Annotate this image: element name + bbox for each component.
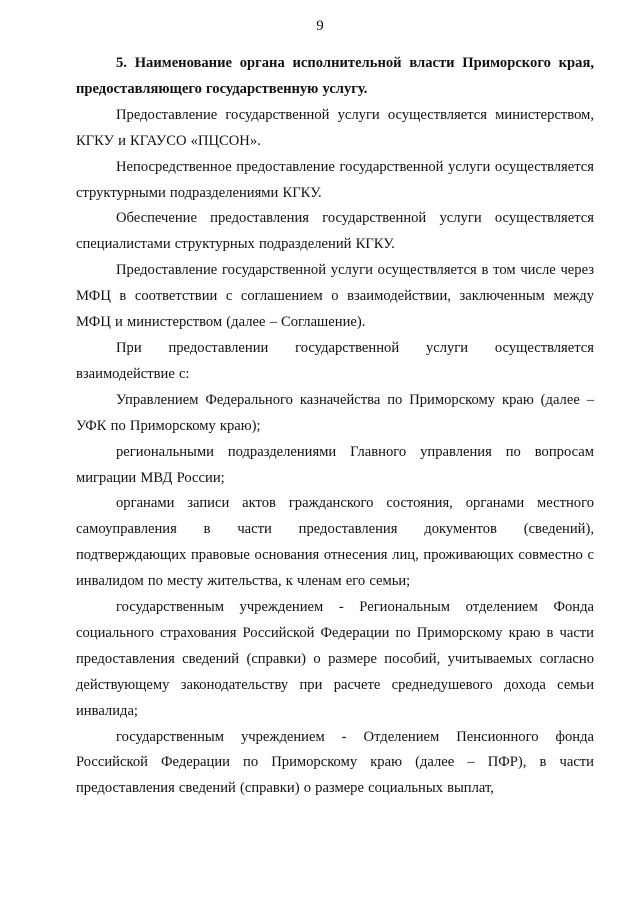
page-number: 9	[316, 18, 324, 34]
section-heading: 5. Наименование органа исполнительной власти Приморского края, предоставляющего государственную услугу.	[76, 55, 594, 97]
document-body	[76, 51, 594, 802]
paragraph-direct-provision: Непосредственное предоставление государственной услуги осуществляется структурными подразделениями КГКУ.	[76, 158, 594, 201]
paragraph-mfc: Предоставление государственной услуги осуществляется в том числе через МФЦ в соответствии с соглашением о взаимодействии, заключенным между МФЦ и министерством (далее – Соглашение).	[76, 262, 594, 331]
paragraph-ufk: Управлением Федерального казначейства по Приморскому краю (далее – УФК по Приморскому краю);	[76, 391, 594, 434]
paragraph-pension-fund: государственным учреждением - Отделением Пенсионного фонда Российской Федерации по Приморскому краю (далее – ПФР), в части предоставления сведений (справки) о размере социальных выплат,	[76, 728, 594, 797]
paragraph-migration: региональными подразделениями Главного управления по вопросам миграции МВД России;	[76, 443, 594, 486]
paragraph-provision-support: Обеспечение предоставления государственной услуги осуществляется специалистами структурных подразделений КГКУ.	[76, 210, 594, 253]
paragraph-interaction-intro: При предоставлении государственной услуги осуществляется взаимодействие с:	[76, 339, 594, 382]
paragraph-social-insurance: государственным учреждением - Региональным отделением Фонда социального страхования Российской Федерации по Приморскому краю в части предоставления сведений (справки) о размере пособий, учитываемых согласно действующему законодательству при расчете среднедушевого дохода семьи инвалида;	[76, 599, 594, 719]
paragraph-providers: Предоставление государственной услуги осуществляется министерством, КГКУ и КГАУСО «ПЦСОН».	[76, 106, 594, 149]
paragraph-civil-registry: органами записи актов гражданского состояния, органами местного самоуправления в части предоставления документов (сведений), подтверждающих правовые основания отнесения лиц, проживающих совместно с инвалидом по месту жительства, к членам его семьи;	[76, 495, 594, 590]
